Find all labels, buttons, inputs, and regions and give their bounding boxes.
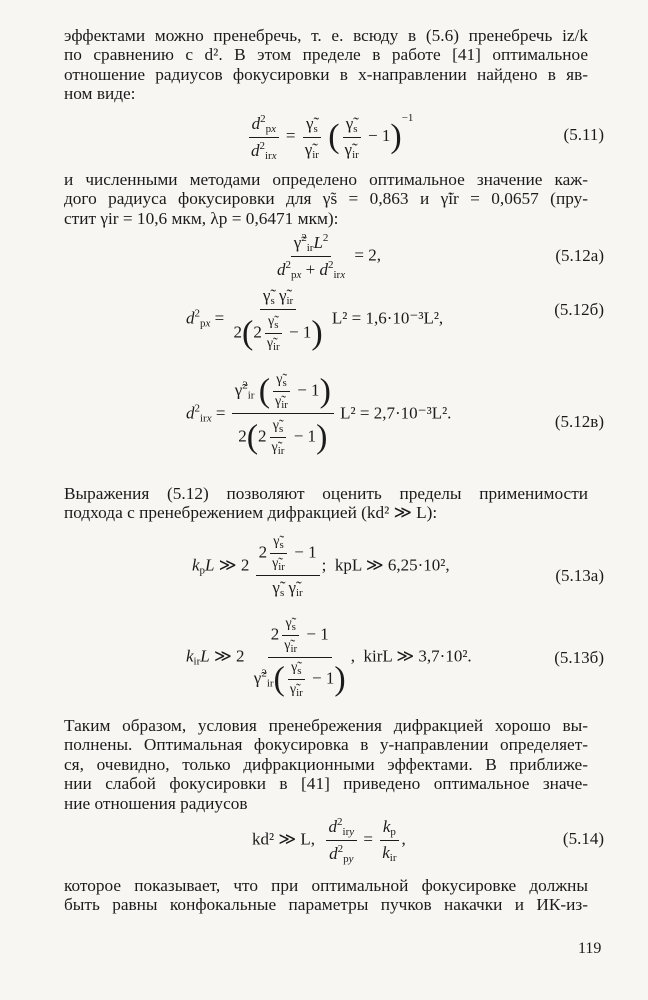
text-line: дого радиуса фокусировки для γ̃s = 0,863 и γ̃ir = 0,0657 (пру- bbox=[64, 189, 588, 209]
equation-number: (5.12в) bbox=[554, 412, 604, 431]
equation-5-13a: $k_pL$ ≫ 2 2 $\frac{\gammã_s}{\gammã_{ir}}$ − 1 $\gammã_s$ $\gammã_{ir}$ ; kpL ≫ 6,25·10², bbox=[192, 534, 450, 599]
paragraph-1 bbox=[64, 26, 588, 104]
eq-rhs: kirL ≫ 3,7·10². bbox=[363, 646, 472, 666]
paragraph-3 bbox=[64, 484, 588, 523]
text-line: подхода с пренебрежением дифракцией (kd² ≫ L): bbox=[64, 503, 438, 523]
eq-rhs: kpL ≫ 6,25·10², bbox=[334, 555, 450, 575]
text-line: Таким образом, условия пренебрежения дифракцией хорошо вы- bbox=[64, 716, 588, 735]
equation-5-12a: $\frac{\gammã^2_{ir}L^2}{d^2_{px} + d^2_{irx}}$ = 2, bbox=[277, 232, 381, 281]
equation-number: (5.11) bbox=[563, 125, 604, 144]
equation-number: (5.13а) bbox=[555, 566, 604, 585]
paragraph-4 bbox=[64, 716, 588, 813]
paragraph-2 bbox=[64, 170, 588, 228]
text-line: эффектами можно пренебречь, т. е. всюду в (5.6) пренебречь iz/k bbox=[64, 26, 588, 45]
text-line: стит γir = 10,6 мкм, λp = 0,6471 мкм): bbox=[64, 208, 339, 228]
eq-term: − 1 bbox=[368, 126, 391, 145]
text-line: ном виде: bbox=[64, 84, 136, 104]
eq-rhs: L² = 1,6·10⁻³L², bbox=[331, 308, 444, 328]
equation-number: (5.14) bbox=[562, 829, 604, 848]
text-line: Выражения (5.12) позволяют оценить пределы применимости bbox=[64, 484, 588, 503]
text-line: отношение радиусов фокусировки в x-направлении найдено в яв- bbox=[64, 64, 588, 84]
text-line: быть равны конфокальные параметры пучков накачки и ИК-из- bbox=[64, 895, 588, 915]
eq-rhs: = 2, bbox=[354, 245, 381, 265]
equation-number: (5.12б) bbox=[554, 300, 604, 319]
equation-number: (5.13б) bbox=[554, 648, 604, 667]
paragraph-5 bbox=[64, 876, 588, 915]
equation-5-11: $\frac{d^2_{px}}{d^2_{irx}}$ = $\frac{\gammã_s}{\gammã_{ir}}$ ( $\frac{\gammã_s}{\gammã_{ir}}$ − 1)$^{-1}$ bbox=[246, 112, 413, 162]
text-line: и численными методами определено оптимальное значение каж- bbox=[64, 170, 588, 189]
text-line: нии слабой фокусировки в [41] приведено оптимальное значе- bbox=[64, 774, 588, 794]
equation-number: (5.12a) bbox=[555, 246, 604, 265]
text-line: ся, очевидно, только дифракционными эффектами. В приближе- bbox=[64, 754, 588, 774]
eq-exponent: −1 bbox=[401, 112, 414, 124]
equation-5-13b: $k_{ir}L$ ≫ 2 2 $\frac{\gammã_s}{\gammã_{ir}}$ − 1 γ̃$^2_{ir}$( $\frac{\gammã_s}{\gammã_{ir}}$ − 1) , kirL ≫ 3,7·10². bbox=[186, 616, 472, 699]
equation-5-12c: $d^2_{irx}$ = γ̃$^2_{ir}$ ( $\frac{\gammã_s}{\gammã_{ir}}$ − 1) 2(2 $\frac{\gammã_s}{\gammã_{ir}}$ − 1) L² = 2,7·10⁻³L². bbox=[186, 372, 452, 457]
eq-lhs: kd² ≫ L, bbox=[252, 829, 316, 849]
text-line: полнены. Оптимальная фокусировка в y-направлении определяет- bbox=[64, 735, 588, 755]
page-number: 119 bbox=[578, 940, 602, 957]
text-line: ние отношения радиусов bbox=[64, 793, 248, 813]
text-line: по сравнению с d². В этом пределе в работе [41] оптимальное bbox=[64, 45, 588, 65]
equation-5-14: kd² ≫ L, $\frac{d^2_{iry}}{d^2_{py}}$ = $\frac{k_p}{k_{ir}}$ , bbox=[252, 816, 406, 865]
equation-5-12b: $d^2_{px}$ = $\gammã_s$ $\gammã_{ir}$ 2(2 $\frac{\gammã_s}{\gammã_{ir}}$ − 1) L² = 1,6·10⁻³L², bbox=[186, 286, 444, 353]
eq-rhs: L² = 2,7·10⁻³L². bbox=[340, 403, 452, 423]
text-line: которое показывает, что при оптимальной фокусировке должны bbox=[64, 876, 588, 895]
